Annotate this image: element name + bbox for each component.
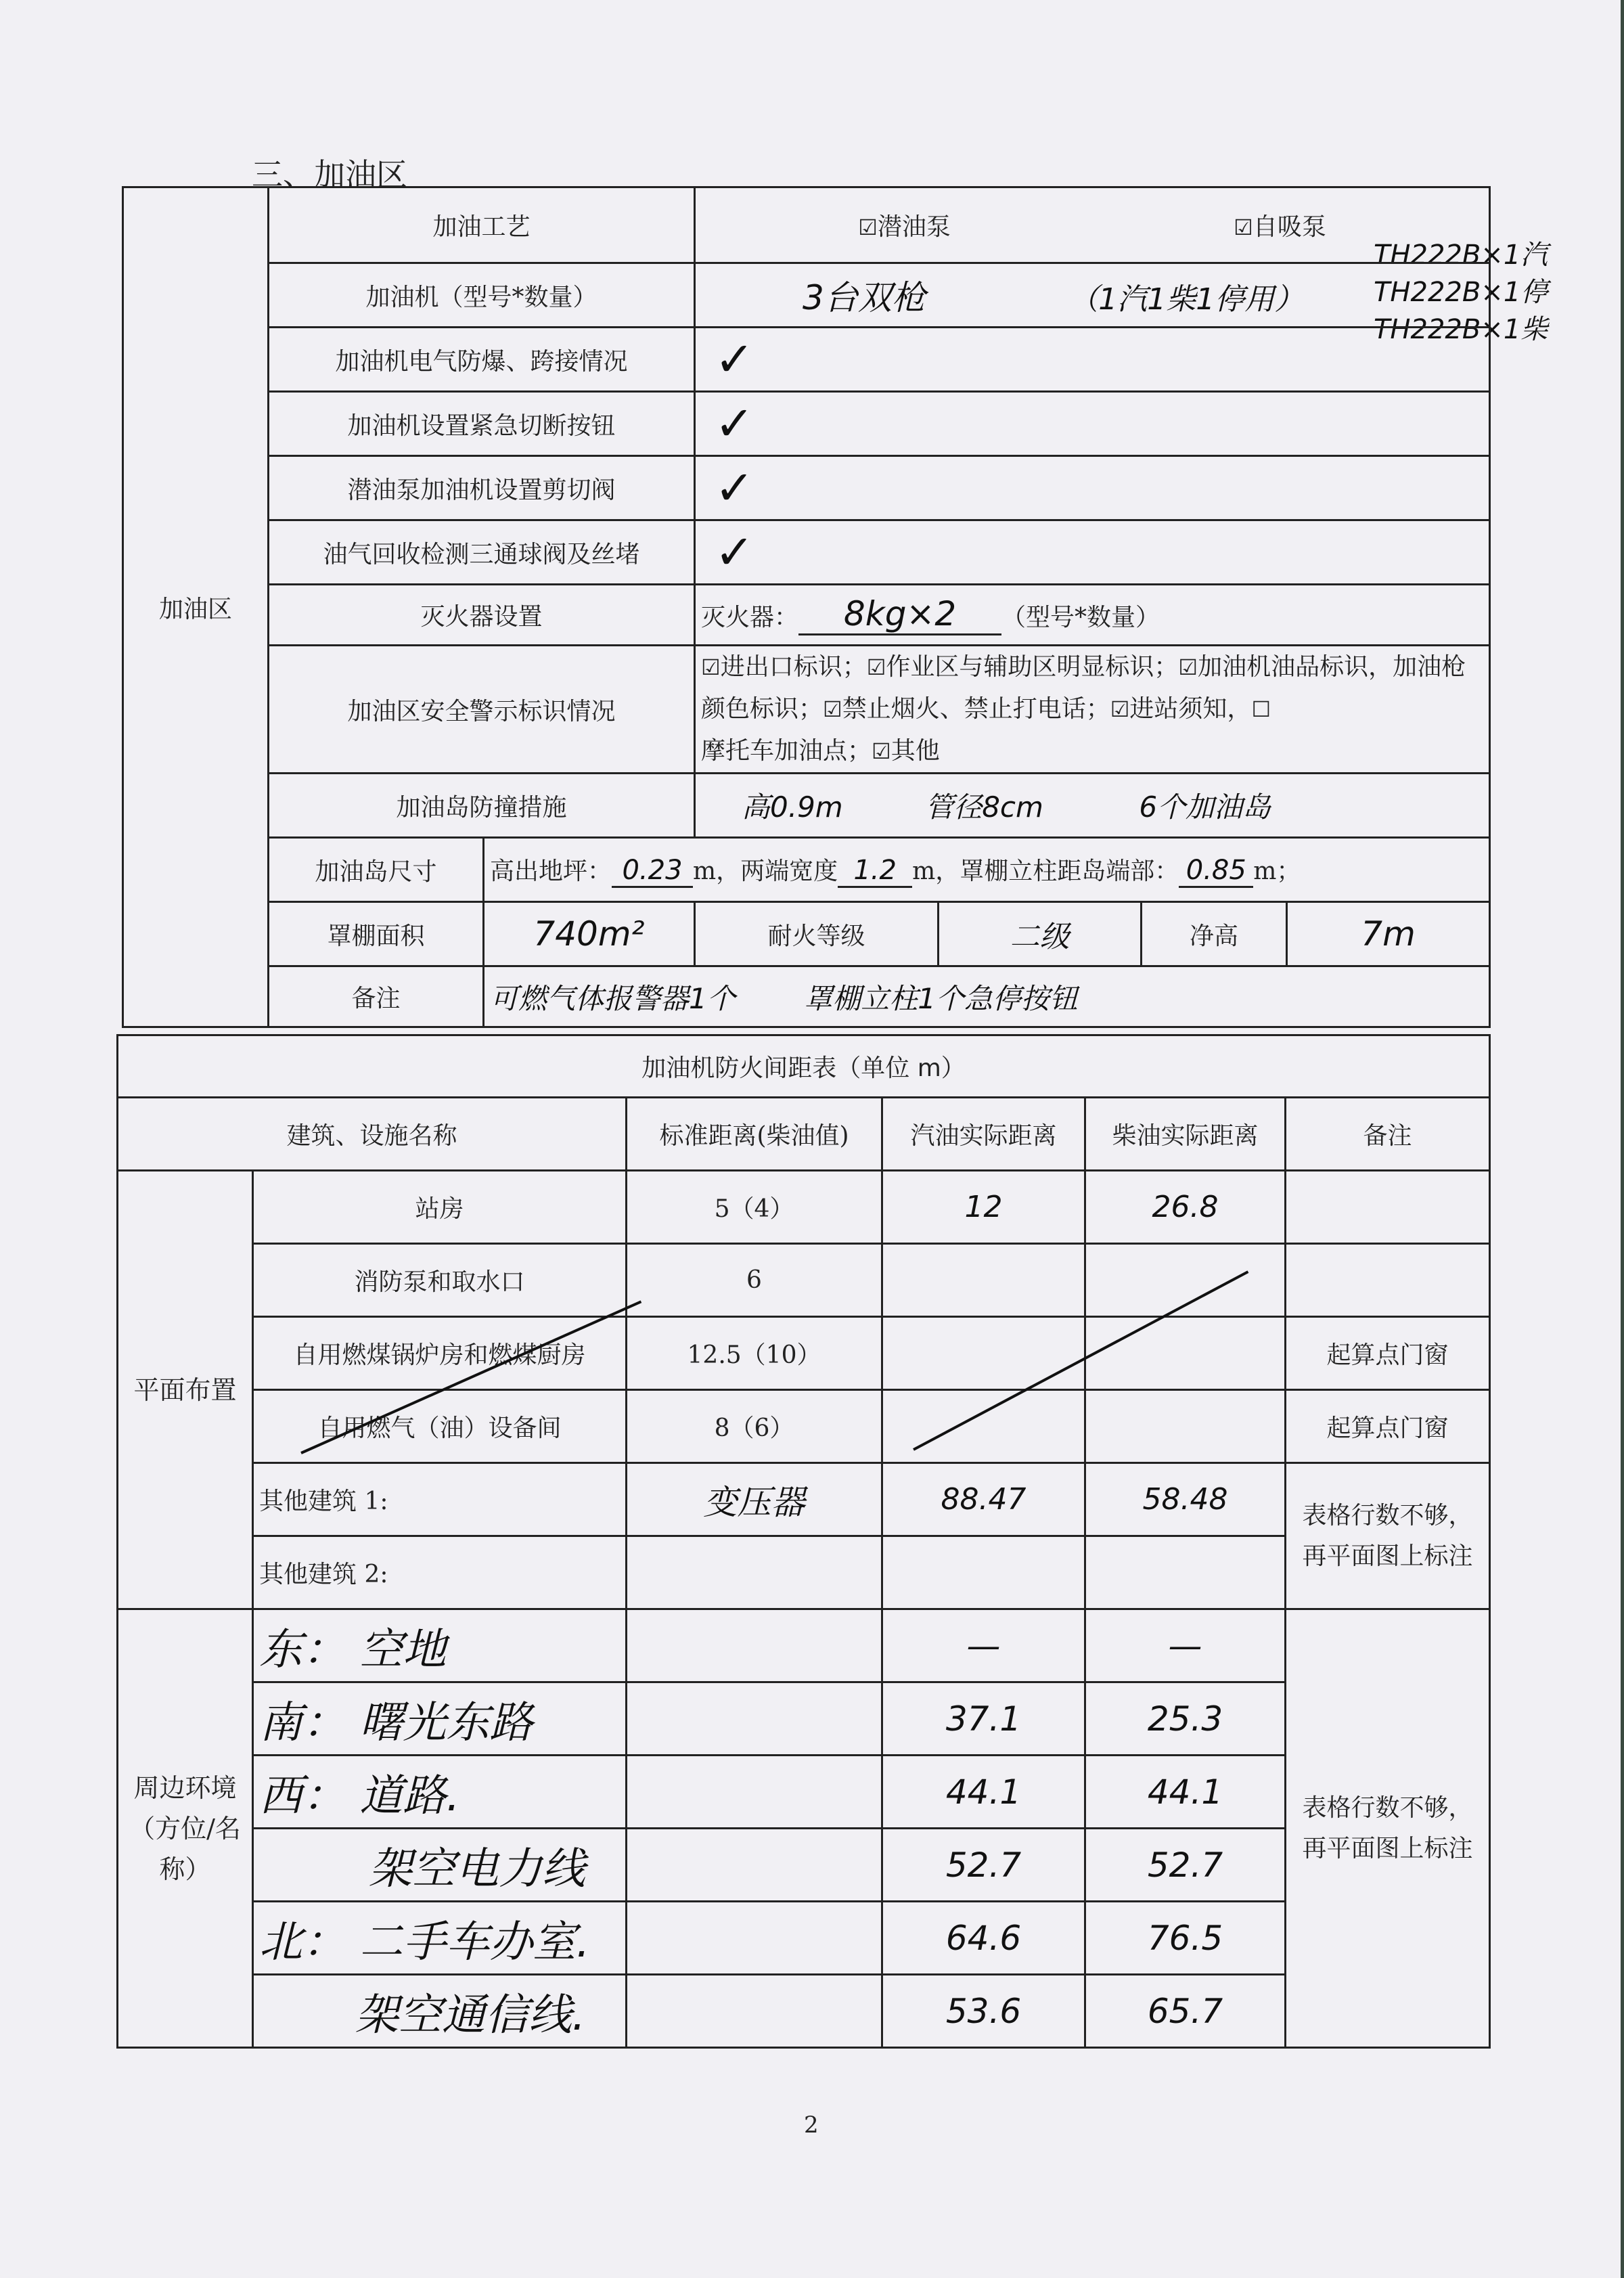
island-col-suffix: m； bbox=[1253, 857, 1301, 885]
extinguisher-label: 灭火器设置 bbox=[269, 585, 695, 646]
fire-rating-label: 耐火等级 bbox=[695, 902, 939, 966]
row-std: 5（4） bbox=[627, 1171, 882, 1244]
island-height-hw: 0.23 bbox=[612, 855, 693, 888]
extinguisher-prefix: 灭火器： bbox=[701, 604, 799, 631]
tick-mark-icon: ✓ bbox=[715, 524, 754, 580]
collision-hw1: 高0.9m bbox=[742, 790, 843, 824]
island-col-prefix: m，罩棚立柱距岛端部： bbox=[912, 857, 1179, 885]
row-gas: 88.47 bbox=[882, 1463, 1085, 1536]
explosion-label: 加油机电气防爆、跨接情况 bbox=[269, 328, 695, 392]
row-note: 起算点门窗 bbox=[1286, 1390, 1490, 1463]
island-width-prefix: m，两端宽度 bbox=[693, 857, 838, 885]
process-options bbox=[695, 187, 1490, 263]
env-name: 南： 曙光东路 bbox=[253, 1682, 627, 1756]
checkbox-checked-icon[interactable]: ☑ bbox=[1234, 215, 1253, 240]
row-gas: 12 bbox=[882, 1171, 1085, 1244]
env-name: 西： 道路. bbox=[253, 1756, 627, 1829]
row-std: 12.5（10） bbox=[627, 1317, 882, 1390]
island-col-hw: 0.85 bbox=[1179, 855, 1253, 888]
fire-rating-hw: 二级 bbox=[939, 902, 1142, 966]
sign-item: 禁止烟火、禁止打电话； bbox=[842, 695, 1110, 723]
checkbox-checked-icon[interactable]: ☑ bbox=[872, 738, 891, 764]
island-size-value bbox=[484, 838, 1490, 902]
env-name: 架空电力线 bbox=[253, 1829, 627, 1902]
row-note bbox=[1286, 1171, 1490, 1244]
env-gas: 44.1 bbox=[882, 1756, 1085, 1829]
layout-note: 表格行数不够，再平面图上标注 bbox=[1286, 1463, 1490, 1609]
row-name: 自用燃煤锅炉房和燃煤厨房 bbox=[253, 1317, 627, 1390]
row-gas bbox=[882, 1536, 1085, 1609]
checkbox-checked-icon[interactable]: ☑ bbox=[858, 215, 878, 240]
env-name: 东： 空地 bbox=[253, 1609, 627, 1682]
env-gas: 64.6 bbox=[882, 1902, 1085, 1975]
row-diesel bbox=[1085, 1317, 1286, 1390]
row-diesel bbox=[1085, 1536, 1286, 1609]
remark-hw1: 可燃气体报警器1个 bbox=[490, 981, 736, 1015]
tick-mark-icon: ✓ bbox=[715, 332, 754, 387]
clear-height-hw: 7m bbox=[1287, 902, 1490, 966]
margin-note-2: TH222B×1停 bbox=[1374, 277, 1548, 308]
signs-value bbox=[695, 646, 1490, 774]
sign-item: 摩托车加油点； bbox=[701, 737, 872, 765]
row-note: 起算点门窗 bbox=[1286, 1317, 1490, 1390]
dispenser-label: 加油机（型号*数量） bbox=[269, 263, 695, 328]
row-diesel: 58.48 bbox=[1085, 1463, 1286, 1536]
row-note bbox=[1286, 1244, 1490, 1317]
emergency-label: 加油机设置紧急切断按钮 bbox=[269, 392, 695, 456]
header-name: 建筑、设施名称 bbox=[118, 1098, 627, 1171]
checkbox-checked-icon[interactable]: ☑ bbox=[1178, 654, 1198, 680]
row-name: 自用燃气（油）设备间 bbox=[253, 1390, 627, 1463]
collision-hw3: 6个加油岛 bbox=[1139, 790, 1271, 824]
env-diesel: — bbox=[1085, 1609, 1286, 1682]
island-width-hw: 1.2 bbox=[838, 855, 912, 888]
sign-item: 进站须知， bbox=[1129, 695, 1252, 723]
refuel-area-table bbox=[122, 186, 1491, 1028]
clear-height-label: 净高 bbox=[1142, 902, 1287, 966]
checkbox-checked-icon[interactable]: ☑ bbox=[823, 696, 842, 722]
layout-label: 平面布置 bbox=[118, 1171, 253, 1609]
env-diesel: 44.1 bbox=[1085, 1756, 1286, 1829]
row-std: 8（6） bbox=[627, 1390, 882, 1463]
row-gas bbox=[882, 1244, 1085, 1317]
row-std: 6 bbox=[627, 1244, 882, 1317]
header-diesel: 柴油实际距离 bbox=[1085, 1098, 1286, 1171]
tick-mark-icon: ✓ bbox=[715, 396, 754, 451]
row-gas bbox=[882, 1317, 1085, 1390]
sign-item: 进出口标识； bbox=[720, 653, 867, 681]
env-gas: 37.1 bbox=[882, 1682, 1085, 1756]
collision-label: 加油岛防撞措施 bbox=[269, 774, 695, 838]
remark-value bbox=[484, 966, 1490, 1027]
vapor-label: 油气回收检测三通球阀及丝堵 bbox=[269, 520, 695, 585]
remark-hw2: 罩棚立柱1个急停按钮 bbox=[804, 981, 1078, 1015]
zone-label: 加油区 bbox=[123, 187, 269, 1027]
row-name: 消防泵和取水口 bbox=[253, 1244, 627, 1317]
row-std: 变压器 bbox=[627, 1463, 882, 1536]
header-std: 标准距离(柴油值) bbox=[627, 1098, 882, 1171]
checkbox-checked-icon[interactable]: ☑ bbox=[1110, 696, 1130, 722]
env-diesel: 25.3 bbox=[1085, 1682, 1286, 1756]
dispenser-value bbox=[695, 263, 1490, 328]
row-diesel bbox=[1085, 1390, 1286, 1463]
extinguisher-hw: 8kg×2 bbox=[798, 594, 1001, 635]
header-gas: 汽油实际距离 bbox=[882, 1098, 1085, 1171]
extinguisher-suffix: （型号*数量） bbox=[1001, 604, 1160, 631]
margin-note-1: TH222B×1汽 bbox=[1374, 240, 1548, 271]
sign-item: 加油机油品标识，加油枪颜色标识； bbox=[701, 653, 1466, 723]
process-label: 加油工艺 bbox=[269, 187, 695, 263]
island-height-prefix: 高出地坪： bbox=[490, 857, 612, 885]
row-name: 其他建筑 2: bbox=[253, 1536, 627, 1609]
env-gas: — bbox=[882, 1609, 1085, 1682]
checkbox-empty-icon[interactable]: ☐ bbox=[1251, 696, 1271, 722]
canopy-area-label: 罩棚面积 bbox=[269, 902, 484, 966]
margin-note-3: TH222B×1柴 bbox=[1374, 314, 1548, 345]
row-name: 站房 bbox=[253, 1171, 627, 1244]
distance-table-title: 加油机防火间距表（单位 m） bbox=[118, 1035, 1490, 1098]
header-note: 备注 bbox=[1286, 1098, 1490, 1171]
tick-mark-icon: ✓ bbox=[715, 460, 754, 516]
checkbox-checked-icon[interactable]: ☑ bbox=[866, 654, 886, 680]
env-gas: 53.6 bbox=[882, 1975, 1085, 2048]
remark-label: 备注 bbox=[269, 966, 484, 1027]
fire-distance-table bbox=[116, 1034, 1491, 2049]
sign-item: 作业区与辅助区明显标识； bbox=[886, 653, 1179, 681]
collision-value bbox=[695, 774, 1490, 838]
row-diesel: 26.8 bbox=[1085, 1171, 1286, 1244]
island-size-label: 加油岛尺寸 bbox=[269, 838, 484, 902]
env-note: 表格行数不够，再平面图上标注 bbox=[1286, 1609, 1490, 2048]
signs-label: 加油区安全警示标识情况 bbox=[269, 646, 695, 774]
env-name: 架空通信线. bbox=[253, 1975, 627, 2048]
env-gas: 52.7 bbox=[882, 1829, 1085, 1902]
env-name: 北： 二手车办室. bbox=[253, 1902, 627, 1975]
row-std bbox=[627, 1536, 882, 1609]
collision-hw2: 管径8cm bbox=[925, 790, 1043, 824]
section-title: 三、加油区 bbox=[252, 156, 407, 193]
dispenser-hw2: （1汽1柴1停用） bbox=[1068, 282, 1305, 317]
sign-item: 其他 bbox=[890, 737, 940, 765]
dispenser-hw1: 3台双枪 bbox=[803, 278, 926, 317]
row-name: 其他建筑 1: bbox=[253, 1463, 627, 1536]
env-diesel: 65.7 bbox=[1085, 1975, 1286, 2048]
canopy-area-hw: 740m² bbox=[484, 902, 695, 966]
page-number: 2 bbox=[804, 2112, 819, 2139]
row-gas bbox=[882, 1390, 1085, 1463]
process-opt2: 自吸泵 bbox=[1253, 213, 1326, 241]
process-opt1: 潜油泵 bbox=[877, 213, 951, 241]
checkbox-checked-icon[interactable]: ☑ bbox=[701, 654, 721, 680]
env-label: 周边环境（方位/名称） bbox=[118, 1609, 253, 2048]
shear-label: 潜油泵加油机设置剪切阀 bbox=[269, 456, 695, 520]
env-diesel: 76.5 bbox=[1085, 1902, 1286, 1975]
env-diesel: 52.7 bbox=[1085, 1829, 1286, 1902]
